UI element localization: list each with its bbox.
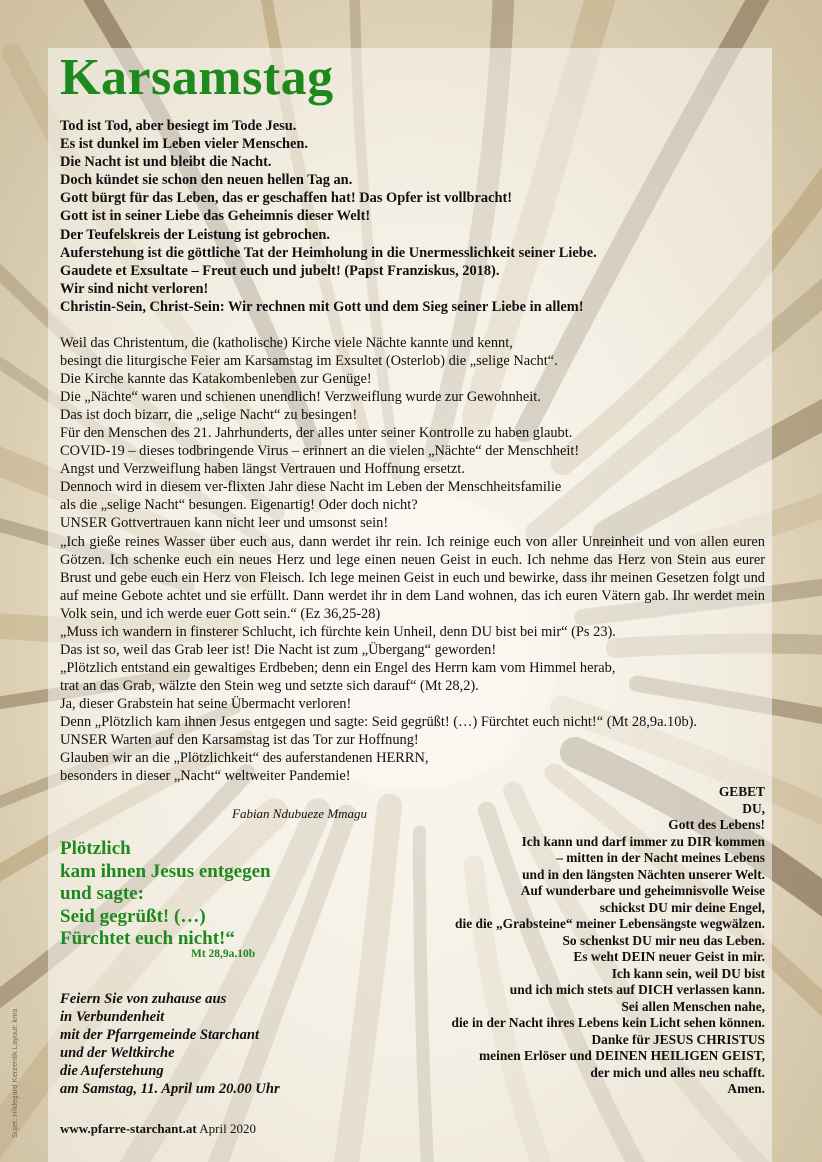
prayer-line: und ich mich stets auf DICH verlassen kann. xyxy=(509,982,765,998)
body-line: Für den Menschen des 21. Jahrhunderts, der alles unter seiner Kontrolle zu haben glaubt. xyxy=(60,425,573,442)
body-line: Die Kirche kannte das Katakombenleben zur Genüge! xyxy=(60,371,372,388)
body-line: besonders in dieser „Nacht“ weltweiter Pandemie! xyxy=(60,768,351,785)
invite-line: die Auferstehung xyxy=(60,1062,164,1079)
invite-line: und der Weltkirche xyxy=(60,1044,175,1061)
body-line: COVID-19 – dieses todbringende Virus – erinnert an die vielen „Nächte“ der Menschheit! xyxy=(60,443,580,460)
prayer xyxy=(345,784,765,1098)
footer xyxy=(60,1121,256,1137)
lead-line: Gott ist in seiner Liebe das Geheimnis dieser Welt! xyxy=(60,208,371,225)
lead-line: Tod ist Tod, aber besiegt im Tode Jesu. xyxy=(60,118,297,134)
footer-date: April 2020 xyxy=(199,1121,256,1136)
body-line: UNSER Warten auf den Karsamstag ist das Tor zur Hoffnung! xyxy=(60,732,419,749)
lead-line: Die Nacht ist und bleibt die Nacht. xyxy=(60,154,272,171)
prayer-line: GEBET xyxy=(718,784,765,799)
lead-line: Gott bürgt für das Leben, das er geschaffen hat! Das Opfer ist vollbracht! xyxy=(60,190,513,207)
quote-line: und sagte: xyxy=(60,883,144,905)
prayer-line: schickst DU mir deine Engel, xyxy=(599,899,765,915)
body-line: Die „Nächte“ waren und schienen unendlich! Verzweiflung wurde zur Gewohnheit. xyxy=(60,389,541,406)
prayer-line: Amen. xyxy=(727,1081,765,1097)
author-signature: Fabian Ndubueze Mmagu xyxy=(232,806,368,821)
body-line: Das ist so, weil das Grab leer ist! Die Nacht ist zum „Übergang“ geworden! xyxy=(60,641,497,658)
lead-line: Doch kündet sie schon den neuen hellen Tag an. xyxy=(60,172,353,189)
body-line: als die „selige Nacht“ besungen. Eigenartig! Oder doch nicht? xyxy=(60,497,418,514)
body-line: Angst und Verzweiflung haben längst Vertrauen und Hoffnung ersetzt. xyxy=(60,461,465,478)
body-line: besingt die liturgische Feier am Karsamstag im Exsultet (Osterlob) die „selige Nacht“. xyxy=(60,353,558,370)
lead-line: Auferstehung ist die göttliche Tat der Heimholung in die Unermesslichkeit seiner Liebe. xyxy=(60,244,597,261)
prayer-line: Sei allen Menschen nahe, xyxy=(621,998,765,1014)
prayer-line: Auf wunderbare und geheimnisvolle Weise xyxy=(520,883,765,899)
invite-line: in Verbundenheit xyxy=(60,1008,165,1025)
prayer-line: – mitten in der Nacht meines Lebens xyxy=(556,850,765,866)
quote-reference: Mt 28,9a.10b xyxy=(191,948,256,960)
prayer-line: Ich kann und darf immer zu DIR kommen xyxy=(521,833,765,849)
ezekiel-quote: „Ich gieße reines Wasser über euch aus, dann werdet ihr rein. Ich reinige euch von aller Unreinheit und von allen euren Götzen. Ich schenke euch ein neues Herz und lege einen neuen Geist in euch. Ich nehme das Herz von Stein aus eurer Brust und gebe euch ein Herz von Fleisch. Ich lege meinen Geist in euch und bewirke, dass ihr meinen Gesetzen folgt und auf meine Gebote achtet und sie erfüllt. Dann werdet ihr in dem Land wohnen, das ich euren Vätern gab. Ihr werdet mein Volk sein, und ich werde euer Gott sein.“ (Ez 36,25-28) xyxy=(60,533,765,622)
lead-line: Gaudete et Exsultate – Freut euch und jubelt! (Papst Franziskus, 2018). xyxy=(60,262,500,279)
prayer-line: der mich und alles neu schafft. xyxy=(590,1064,765,1080)
body-line: „Muss ich wandern in finsterer Schlucht, ich fürchte kein Unheil, denn DU bist bei mir“ (Ps 23). xyxy=(60,623,616,640)
lead-line: Es ist dunkel im Leben vieler Menschen. xyxy=(60,136,308,153)
image-credit: Sujet: Hildegard Kerzentik Layout: kms xyxy=(10,1008,19,1138)
highlight-quote xyxy=(60,838,271,951)
invite-line: mit der Pfarrgemeinde Starchant xyxy=(60,1026,260,1043)
prayer-line: DU, xyxy=(742,800,765,816)
body-line: Dennoch wird in diesem ver-flixten Jahr diese Nacht im Leben der Menschheitsfamilie xyxy=(60,479,562,496)
quote-line: kam ihnen Jesus entgegen xyxy=(60,860,271,882)
quote-line: Plötzlich xyxy=(60,838,131,859)
body-line: Glauben wir an die „Plötzlichkeit“ des auferstandenen HERRN, xyxy=(60,750,429,767)
page-title: Karsamstag xyxy=(60,49,334,106)
quote-line: Seid gegrüßt! (…) xyxy=(60,905,206,927)
lead-paragraph xyxy=(60,117,597,316)
body-text xyxy=(60,334,765,785)
body-line: Denn „Plötzlich kam ihnen Jesus entgegen und sagte: Seid gegrüßt! (…) Fürchtet euch nicht!“ (Mt 28,9a.10b). xyxy=(60,713,698,730)
invite-line: Feiern Sie von zuhause aus xyxy=(60,991,227,1007)
lead-line: Christin-Sein, Christ-Sein: Wir rechnen mit Gott und dem Sieg seiner Liebe in allem! xyxy=(60,298,584,315)
website-link[interactable]: www.pfarre-starchant.at xyxy=(60,1121,197,1136)
body-line: „Plötzlich entstand ein gewaltiges Erdbeben; denn ein Engel des Herrn kam vom Himmel herab, xyxy=(60,659,616,676)
prayer-line: die die „Grabsteine“ meiner Lebensängste wegwälzen. xyxy=(455,916,765,932)
lead-line: Wir sind nicht verloren! xyxy=(60,280,209,297)
prayer-line: Es weht DEIN neuer Geist in mir. xyxy=(573,949,765,965)
body-line: Ja, dieser Grabstein hat seine Übermacht verloren! xyxy=(60,695,352,712)
quote-line: Fürchtet euch nicht!“ xyxy=(60,928,235,950)
prayer-line: So schenkst DU mir neu das Leben. xyxy=(562,932,765,948)
body-line: Das ist doch bizarr, die „selige Nacht“ zu besingen! xyxy=(60,407,358,424)
body-line: trat an das Grab, wälzte den Stein weg und setzte sich darauf“ (Mt 28,2). xyxy=(60,677,479,694)
prayer-line: Danke für JESUS CHRISTUS xyxy=(591,1031,765,1047)
invitation xyxy=(60,991,280,1098)
body-line: UNSER Gottvertrauen kann nicht leer und umsonst sein! xyxy=(60,515,389,532)
prayer-line: meinen Erlöser und DEINEN HEILIGEN GEIST, xyxy=(479,1048,765,1064)
invite-line: am Samstag, 11. April um 20.00 Uhr xyxy=(60,1080,280,1097)
prayer-line: Ich kann sein, weil DU bist xyxy=(611,965,765,981)
prayer-line: Gott des Lebens! xyxy=(668,817,765,833)
prayer-line: die in der Nacht ihres Lebens kein Licht sehen können. xyxy=(451,1015,765,1031)
lead-line: Der Teufelskreis der Leistung ist gebrochen. xyxy=(60,226,330,243)
prayer-line: und in den längsten Nächten unserer Welt. xyxy=(522,866,765,882)
body-line: Weil das Christentum, die (katholische) Kirche viele Nächte kannte und kennt, xyxy=(60,335,513,351)
